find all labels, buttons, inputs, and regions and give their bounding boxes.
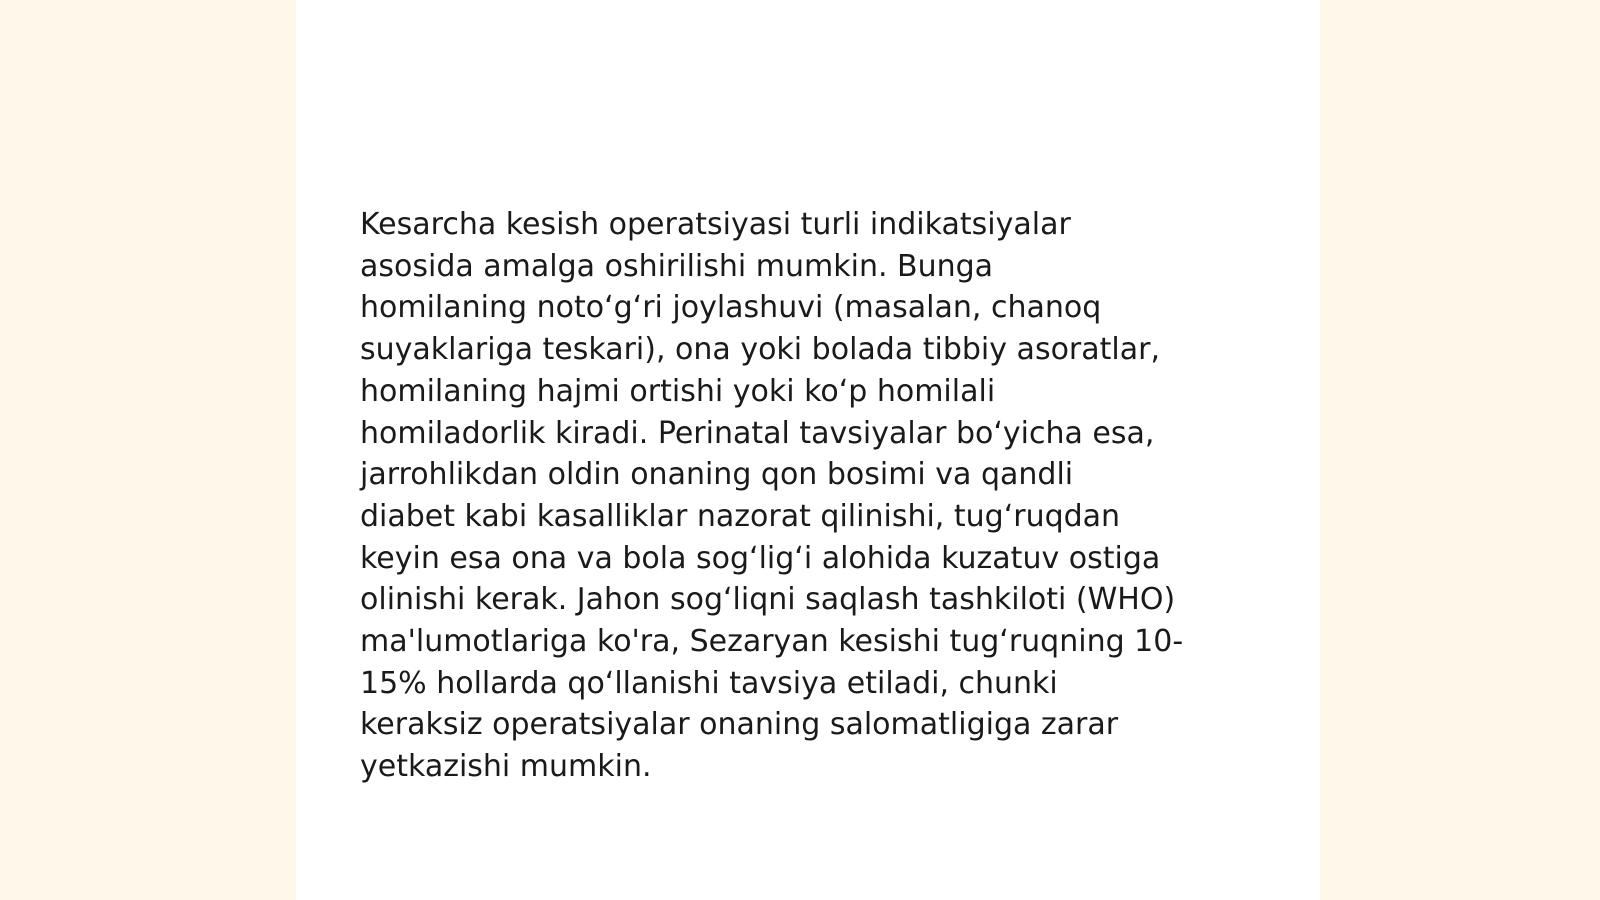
slide-page <box>296 0 1320 900</box>
body-paragraph: Kesarcha kesish operatsiyasi turli indikatsiyalar asosida amalga oshirilishi mumkin. Bunga homilaning noto‘g‘ri joylashuvi (masalan, chanoq suyaklariga teskari), ona yoki bolada tibbiy asoratlar, homilaning hajmi ortishi yoki ko‘p homilali homiladorlik kiradi. Perinatal tavsiyalar bo‘yicha esa, jarrohlikdan oldin onaning qon bosimi va qandli diabet kabi kasalliklar nazorat qilinishi, tug‘ruqdan keyin esa ona va bola sog‘lig‘i alohida kuzatuv ostiga olinishi kerak. Jahon sog‘liqni saqlash tashkiloti (WHO) ma'lumotlariga ko'ra, Sezaryan kesishi tug‘ruqning 10- 15% hollarda qo‘llanishi tavsiya etiladi, chunki keraksiz operatsiyalar onaning salomatligiga zarar yetkazishi mumkin. <box>360 207 1184 785</box>
